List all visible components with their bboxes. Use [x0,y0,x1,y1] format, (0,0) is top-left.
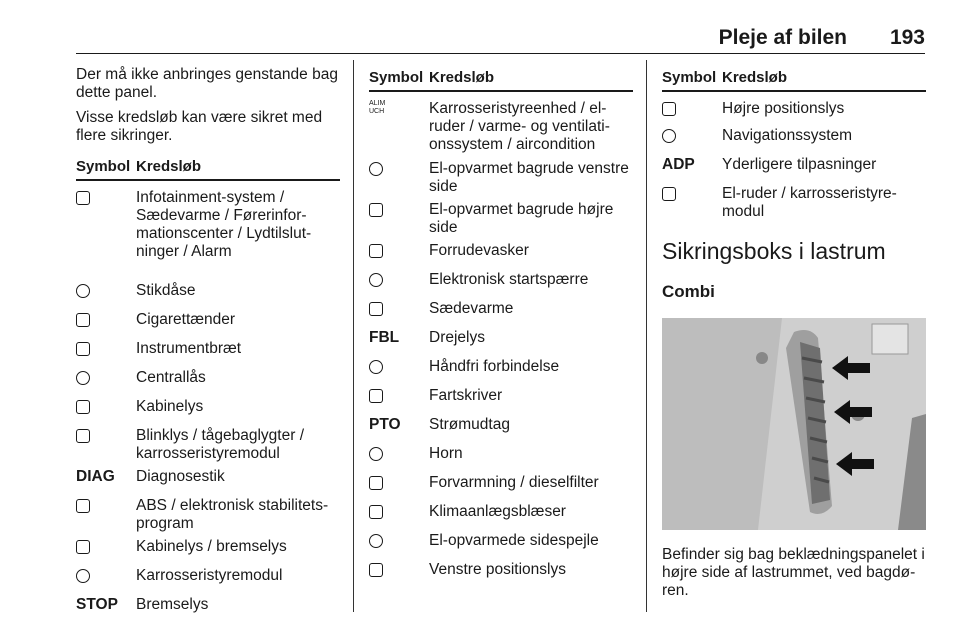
table-row [662,92,926,121]
symbol-label: PTO [369,416,401,433]
table-row [369,236,633,265]
windscreen-washer-icon [369,244,383,258]
heated-rear-window-left-icon [369,162,383,176]
table-row [369,497,633,526]
table-header: Symbol Kredsløb [369,66,633,92]
circuit-text: Fartskriver [429,387,503,404]
column-2 [369,66,633,584]
symbol-label: DIAG [76,468,115,485]
table-row [76,462,340,491]
table-header: Symbol Kredsløb [76,155,340,181]
table-row [369,323,633,352]
table-row [76,392,340,421]
symbol-label: FBL [369,329,400,346]
table-row [76,561,340,590]
table-row [76,491,340,532]
symbol-label: ADP [662,156,695,173]
table-row [369,154,633,195]
page-header [76,14,925,54]
symbol-label: STOP [76,596,118,613]
heated-rear-window-right-icon [369,203,383,217]
table-row [76,334,340,363]
fuse-table [662,92,926,220]
circuit-text: Højre positionslys [722,100,845,117]
interior-light-icon [76,400,90,414]
hands-free-icon [369,360,383,374]
table-row [662,179,926,220]
glow-plug-icon [369,476,383,490]
symbol-label: ALIM UCH [369,100,386,115]
horn-icon [369,447,383,461]
table-row [662,150,926,179]
fan-icon [369,505,383,519]
table-row [369,468,633,497]
table-row [369,294,633,323]
circuit-text: Elektronisk startspærre [429,271,589,288]
table-row [369,555,633,584]
cigarette-lighter-icon [76,313,90,327]
circuit-text: Blinklys / tågebaglygter / karrosseristyremodul [136,427,305,462]
fuse-box-photo [662,318,926,530]
fuse-table [369,92,633,584]
circuit-text: Kabinelys / bremselys [136,538,287,555]
navigation-icon [662,129,676,143]
heated-mirror-icon [369,534,383,548]
column-divider [353,60,354,612]
circuit-text: El-opvarmet bagrude venstre side [429,160,629,195]
tachograph-icon [369,389,383,403]
circuit-text: El-ruder / karrosseristyre-modul [722,185,897,220]
circuit-text: Diagnosestik [136,468,225,485]
column-3 [662,66,926,600]
table-row [369,410,633,439]
table-row [369,92,633,154]
table-row [369,265,633,294]
circuit-text: Stikdåse [136,282,196,299]
table-row [76,305,340,334]
table-row [76,181,340,276]
table-header: Symbol Kredsløb [662,66,926,92]
table-row [76,276,340,305]
central-lock-icon [76,371,90,385]
circuit-text: Drejelys [429,329,485,346]
circuit-text: Kabinelys [136,398,204,415]
instrument-panel-icon [76,342,90,356]
table-row [369,381,633,410]
fuse-table [76,181,340,619]
circuit-text: Infotainment-system / Sædevarme / Førerinfor-mationscenter / Lydtilslut-ninger / Alarm [136,189,312,260]
circuit-text: Strømudtag [429,416,510,433]
circuit-text: Forrudevasker [429,242,529,259]
section-title: Sikringsboks i lastrum [662,238,886,264]
circuit-text: El-opvarmet bagrude højre side [429,201,614,236]
circuit-text: Sædevarme [429,300,514,317]
intro-paragraph: Visse kredsløb kan være sikret med flere sikringer. [76,109,323,144]
circuit-text: Håndfri forbindelse [429,358,560,375]
circuit-text: ABS / elektronisk stabilitets-program [136,497,329,532]
table-row [76,590,340,619]
table-row [369,439,633,468]
power-window-icon [662,187,676,201]
turn-signal-icon [76,429,90,443]
column-divider [646,60,647,612]
circuit-text: Forvarmning / dieselfilter [429,474,599,491]
seat-heating-icon [369,302,383,316]
column-1 [76,66,340,619]
photo-caption: Befinder sig bag beklædningspanelet i højre side af lastrummet, ved bagdø-ren. [662,546,925,599]
table-row [369,195,633,236]
circuit-text: Centrallås [136,369,206,386]
interior-brake-light-icon [76,540,90,554]
page-title: Pleje af bilen [718,26,847,49]
subsection-title: Combi [662,282,715,301]
table-row [76,532,340,561]
immobiliser-key-icon [369,273,383,287]
table-row [76,363,340,392]
body-control-module-icon [76,569,90,583]
abs-icon [76,499,90,513]
page-number: 193 [889,26,925,49]
circuit-text: Cigarettænder [136,311,236,328]
circuit-text: Instrumentbræt [136,340,242,357]
circuit-text: Bremselys [136,596,209,613]
circuit-text: Klimaanlægsblæser [429,503,566,520]
table-row [369,352,633,381]
left-position-light-icon [369,563,383,577]
circuit-text: Karrosseristyreenhed / el-ruder / varme- og ventilati-onssystem / aircondition [429,100,610,153]
power-outlet-icon [76,284,90,298]
circuit-text: Yderligere tilpasninger [722,156,877,173]
table-row [369,526,633,555]
circuit-text: El-opvarmede sidespejle [429,532,599,549]
circuit-text: Navigationssystem [722,127,853,144]
table-row [662,121,926,150]
table-row [76,421,340,462]
right-position-light-icon [662,102,676,116]
radio-music-icon [76,191,90,205]
circuit-text: Karrosseristyremodul [136,567,283,584]
intro-paragraph: Der må ikke anbringes genstande bag dette panel. [76,66,338,101]
circuit-text: Venstre positionslys [429,561,566,578]
fuse-box-photo-illustration [662,318,926,530]
circuit-text: Horn [429,445,463,462]
